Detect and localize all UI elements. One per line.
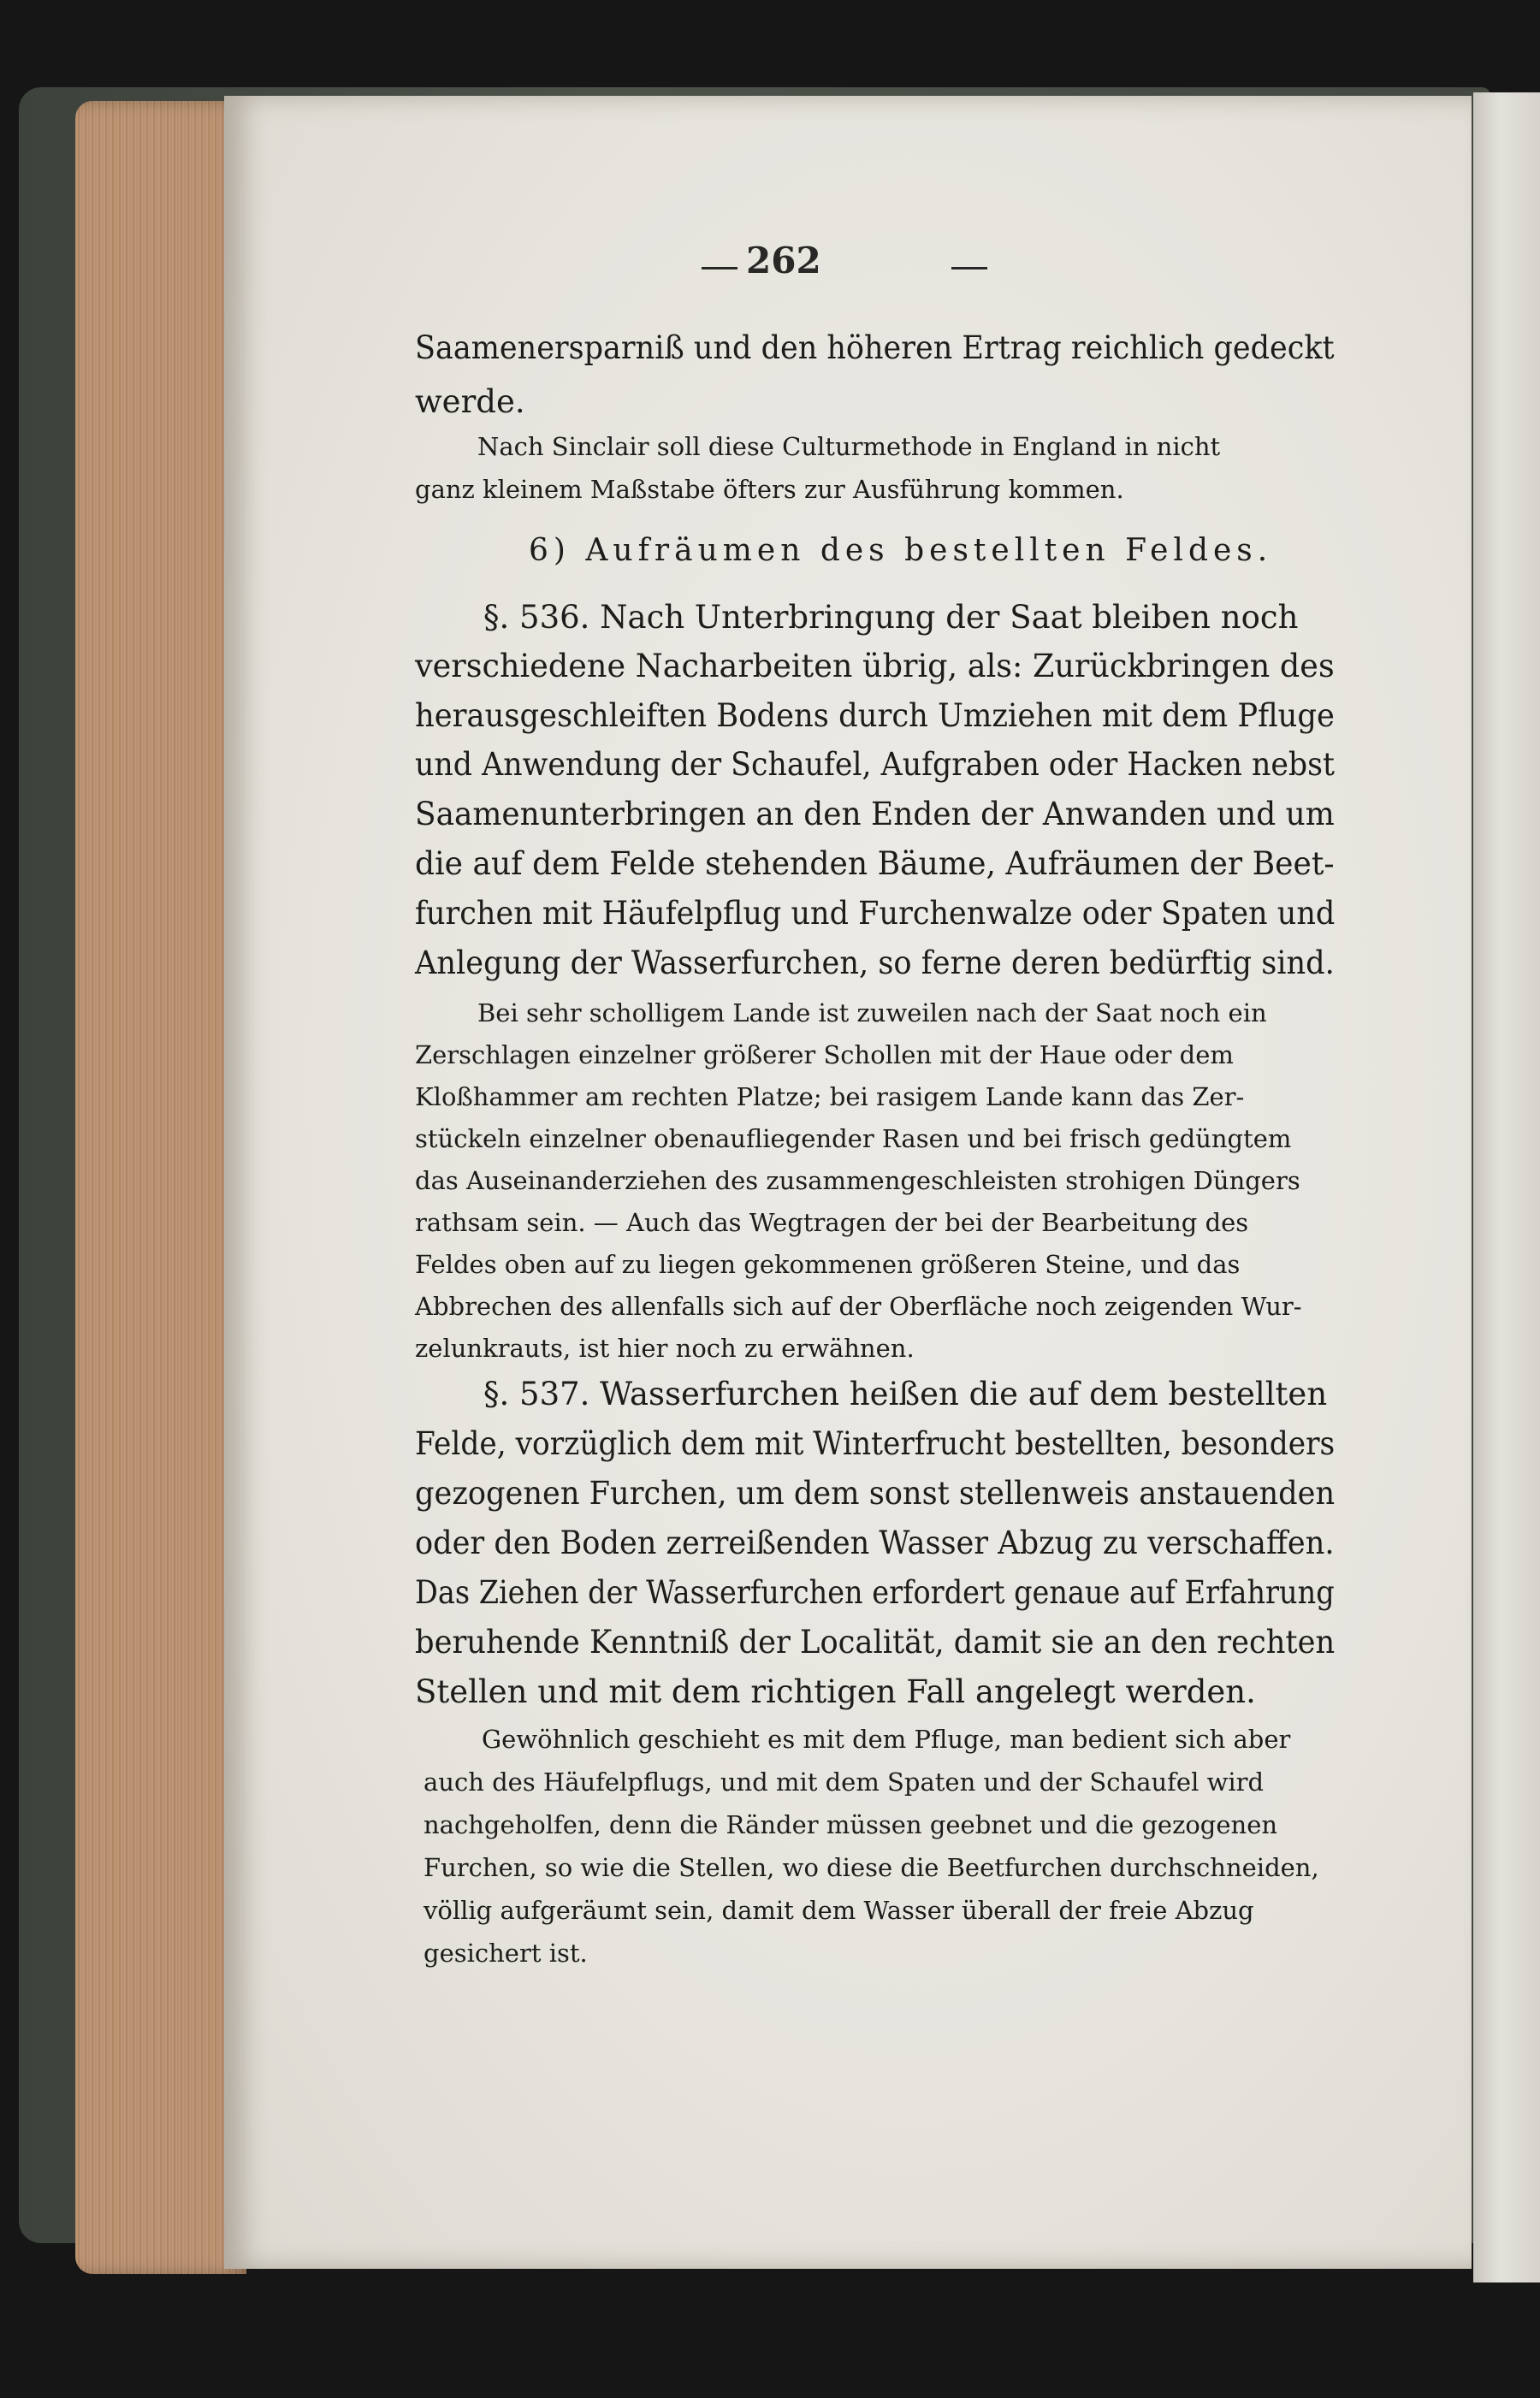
text-line: werde. bbox=[415, 383, 525, 420]
text-line: zelunkrauts, ist hier noch zu erwähnen. bbox=[415, 1334, 915, 1363]
text-line: Bei sehr scholligem Lande ist zuweilen nach der Saat noch ein bbox=[477, 998, 1267, 1027]
text-line: Abbrechen des allenfalls sich auf der Oberfläche noch zeigenden Wur- bbox=[415, 1292, 1302, 1321]
text-line: Saamenunterbringen an den Enden der Anwanden und um bbox=[415, 796, 1335, 832]
text-line: stückeln einzelner obenaufliegender Rasen und bei frisch gedüngtem bbox=[415, 1124, 1292, 1153]
text-line: Feldes oben auf zu liegen gekommenen größeren Steine, und das bbox=[415, 1250, 1241, 1279]
text-line: Zerschlagen einzelner größerer Schollen mit der Haue oder dem bbox=[415, 1040, 1234, 1069]
text-line: beruhende Kenntniß der Localität, damit sie an den rechten bbox=[415, 1624, 1336, 1661]
text-line: Kloßhammer am rechten Platze; bei rasigem Lande kann das Zer- bbox=[415, 1082, 1245, 1111]
text-line: Gewöhnlich geschieht es mit dem Pfluge, man bedient sich aber bbox=[482, 1725, 1291, 1754]
text-line: auch des Häufelpflugs, und mit dem Spaten und der Schaufel wird bbox=[424, 1767, 1265, 1797]
text-line: das Auseinanderziehen des zusammengeschleisten strohigen Düngers bbox=[415, 1166, 1300, 1195]
text-line: herausgeschleiften Bodens durch Umziehen mit dem Pfluge bbox=[415, 697, 1335, 734]
text-line: ganz kleinem Maßstabe öfters zur Ausführung kommen. bbox=[415, 475, 1124, 504]
text-line: gesichert ist. bbox=[424, 1939, 588, 1968]
text-line: Furchen, so wie die Stellen, wo diese die Beetfurchen durchschneiden, bbox=[424, 1853, 1319, 1882]
text-line: völlig aufgeräumt sein, damit dem Wasser überall der freie Abzug bbox=[424, 1896, 1254, 1925]
text-line: und Anwendung der Schaufel, Aufgraben oder Hacken nebst bbox=[415, 746, 1336, 783]
text-line: Nach Sinclair soll diese Culturmethode in England in nicht bbox=[477, 432, 1221, 461]
page-number-dash-right bbox=[951, 267, 987, 269]
text-line: Stellen und mit dem richtigen Fall angelegt werden. bbox=[415, 1673, 1256, 1710]
text-line: Anlegung der Wasserfurchen, so ferne deren bedürftig sind. bbox=[415, 944, 1335, 981]
text-line: verschiedene Nacharbeiten übrig, als: Zurückbringen des bbox=[415, 648, 1335, 684]
next-page-edge bbox=[1473, 92, 1540, 2283]
text-line: nachgeholfen, denn die Ränder müssen geebnet und die gezogenen bbox=[424, 1810, 1278, 1839]
text-line: Felde, vorzüglich dem mit Winterfrucht bestellten, besonders bbox=[415, 1425, 1336, 1462]
section-heading: 6) Aufräumen des bestellten Feldes. bbox=[529, 533, 1273, 568]
page-number: 262 bbox=[746, 240, 821, 281]
text-line: Saamenersparniß und den höheren Ertrag reichlich gedeckt bbox=[415, 329, 1335, 366]
text-line: rathsam sein. — Auch das Wegtragen der bei der Bearbeitung des bbox=[415, 1208, 1249, 1237]
text-line: die auf dem Felde stehenden Bäume, Aufräumen der Beet- bbox=[415, 845, 1335, 882]
text-line: Das Ziehen der Wasserfurchen erfordert genaue auf Erfahrung bbox=[415, 1574, 1335, 1611]
page-number-dash-left bbox=[702, 267, 737, 269]
text-line: gezogenen Furchen, um dem sonst stellenweis anstauenden bbox=[415, 1475, 1336, 1512]
page-edges bbox=[75, 101, 246, 2274]
text-line: §. 536. Nach Unterbringung der Saat bleiben noch bbox=[483, 599, 1299, 636]
text-line: §. 537. Wasserfurchen heißen die auf dem bestellten bbox=[483, 1376, 1328, 1412]
text-line: oder den Boden zerreißenden Wasser Abzug zu verschaffen. bbox=[415, 1525, 1335, 1561]
text-line: furchen mit Häufelpflug und Furchenwalze oder Spaten und bbox=[415, 895, 1336, 932]
